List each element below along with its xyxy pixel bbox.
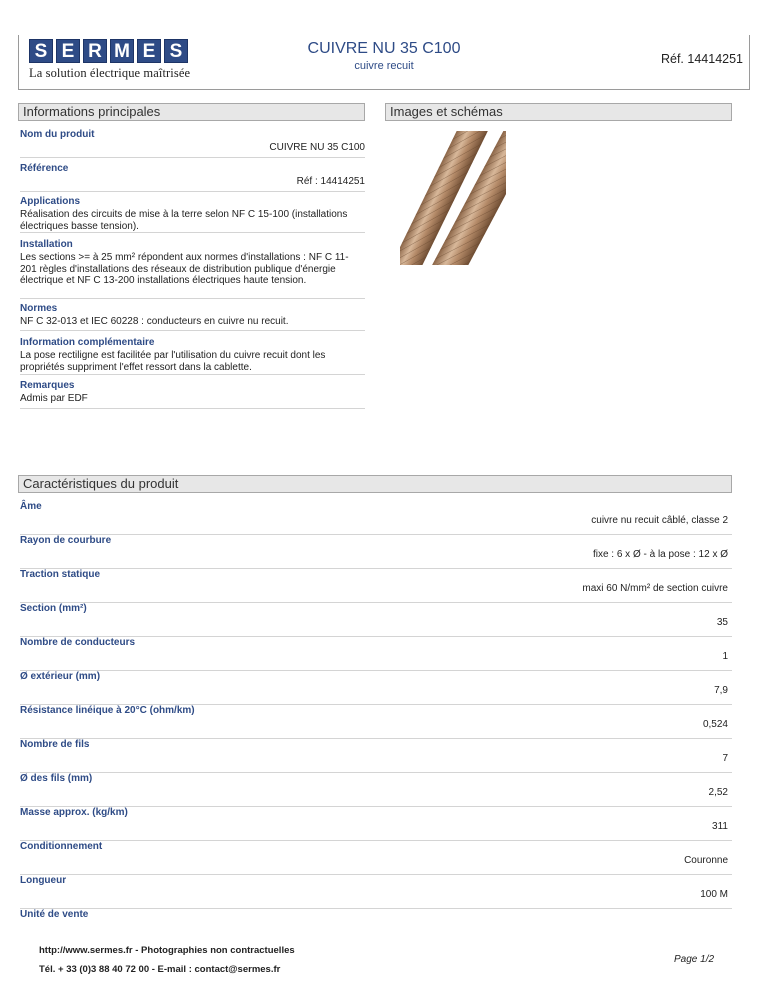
characteristic-value: 7 — [722, 753, 728, 764]
characteristic-row — [20, 671, 732, 705]
characteristic-row — [20, 739, 732, 773]
characteristic-row — [20, 603, 732, 637]
characteristic-label: Conditionnement — [20, 841, 103, 852]
characteristic-row — [20, 535, 732, 569]
characteristic-label: Âme — [20, 501, 42, 512]
product-title: CUIVRE NU 35 C100 — [307, 40, 461, 57]
characteristic-row — [20, 705, 732, 739]
characteristic-value: 0,524 — [702, 719, 728, 730]
field-label: Information complémentaire — [20, 337, 155, 348]
logo-tagline: La solution électrique maîtrisée — [29, 66, 191, 80]
characteristic-label: Rayon de courbure — [20, 535, 112, 546]
copper-cable-icon — [400, 131, 506, 265]
characteristic-row — [20, 909, 732, 929]
logo-letter: S — [29, 39, 53, 63]
field-normes — [20, 303, 365, 331]
characteristic-row — [20, 807, 732, 841]
characteristic-label: Section (mm²) — [20, 603, 87, 614]
characteristic-label: Ø des fils (mm) — [20, 773, 93, 784]
characteristic-value: 100 M — [700, 889, 728, 900]
logo-letter: E — [137, 39, 161, 63]
characteristic-value: 1 — [722, 651, 728, 662]
section-title-characteristics: Caractéristiques du produit — [18, 475, 732, 493]
field-label: Applications — [20, 196, 81, 207]
characteristic-row — [20, 875, 732, 909]
logo-letter: E — [56, 39, 80, 63]
field-installation — [20, 239, 365, 299]
characteristic-row — [20, 773, 732, 807]
characteristic-row — [20, 501, 732, 535]
characteristic-value: fixe : 6 x Ø - à la pose : 12 x Ø — [592, 549, 728, 560]
characteristic-value: cuivre nu recuit câblé, classe 2 — [591, 515, 728, 526]
characteristic-label: Longueur — [20, 875, 67, 886]
page-number: Page 1/2 — [674, 954, 715, 965]
characteristic-label: Ø extérieur (mm) — [20, 671, 101, 682]
characteristic-label: Résistance linéique à 20°C (ohm/km) — [20, 705, 195, 716]
footer-contact[interactable]: Tél. + 33 (0)3 88 40 72 00 - E-mail : contact@sermes.fr — [39, 964, 281, 975]
field-remarks — [20, 380, 365, 409]
field-label: Nom du produit — [20, 129, 95, 140]
characteristic-row — [20, 569, 732, 603]
field-applications — [20, 196, 365, 233]
field-value: Réf : 14414251 — [296, 176, 365, 187]
field-label: Référence — [20, 163, 69, 174]
field-value: CUIVRE NU 35 C100 — [269, 142, 365, 153]
characteristic-label: Traction statique — [20, 569, 101, 580]
product-reference: Réf. 14414251 — [660, 52, 743, 66]
logo-letter: M — [110, 39, 134, 63]
characteristic-label: Nombre de fils — [20, 739, 90, 750]
copper-cable-photo[interactable] — [400, 131, 506, 265]
characteristic-value: 7,9 — [714, 685, 728, 696]
characteristic-row — [20, 637, 732, 671]
field-value: Admis par EDF — [20, 393, 88, 404]
characteristic-row — [20, 841, 732, 875]
logo-letter: R — [83, 39, 107, 63]
field-label: Installation — [20, 239, 73, 250]
logo-letter: S — [164, 39, 188, 63]
footer-website[interactable]: http://www.sermes.fr - Photographies non contractuelles — [39, 945, 295, 956]
field-value: NF C 32-013 et IEC 60228 : conducteurs en cuivre nu recuit. — [20, 316, 289, 327]
section-title-main-info: Informations principales — [18, 103, 365, 121]
characteristic-value: maxi 60 N/mm² de section cuivre — [582, 583, 728, 594]
characteristic-label: Masse approx. (kg/km) — [20, 807, 128, 818]
field-complementary-info — [20, 337, 365, 375]
page-header — [18, 35, 750, 90]
section-title-images: Images et schémas — [385, 103, 732, 121]
product-subtitle: cuivre recuit — [354, 60, 414, 72]
field-value: Les sections >= à 25 mm² répondent aux normes d'installations : NF C 11-201 règles d'installations des réseaux de distribution publique d'énergie électrique et NF C 13-200 installations électriques haute tension. — [20, 252, 349, 286]
characteristic-label: Nombre de conducteurs — [20, 637, 136, 648]
characteristic-value: 35 — [716, 617, 728, 628]
field-product-name — [20, 129, 365, 158]
characteristic-label: Unité de vente — [20, 909, 89, 920]
field-value: Réalisation des circuits de mise à la terre selon NF C 15-100 (installations électriques basse tension). — [20, 209, 348, 232]
field-value: La pose rectiligne est facilitée par l'utilisation du cuivre recuit dont les propriétés suppriment l'effet ressort dans la cablette. — [20, 350, 326, 373]
field-reference — [20, 163, 365, 192]
field-label: Normes — [20, 303, 58, 314]
characteristic-value: 311 — [712, 821, 728, 832]
field-label: Remarques — [20, 380, 75, 391]
characteristic-value: Couronne — [684, 855, 728, 866]
characteristic-value: 2,52 — [708, 787, 728, 798]
